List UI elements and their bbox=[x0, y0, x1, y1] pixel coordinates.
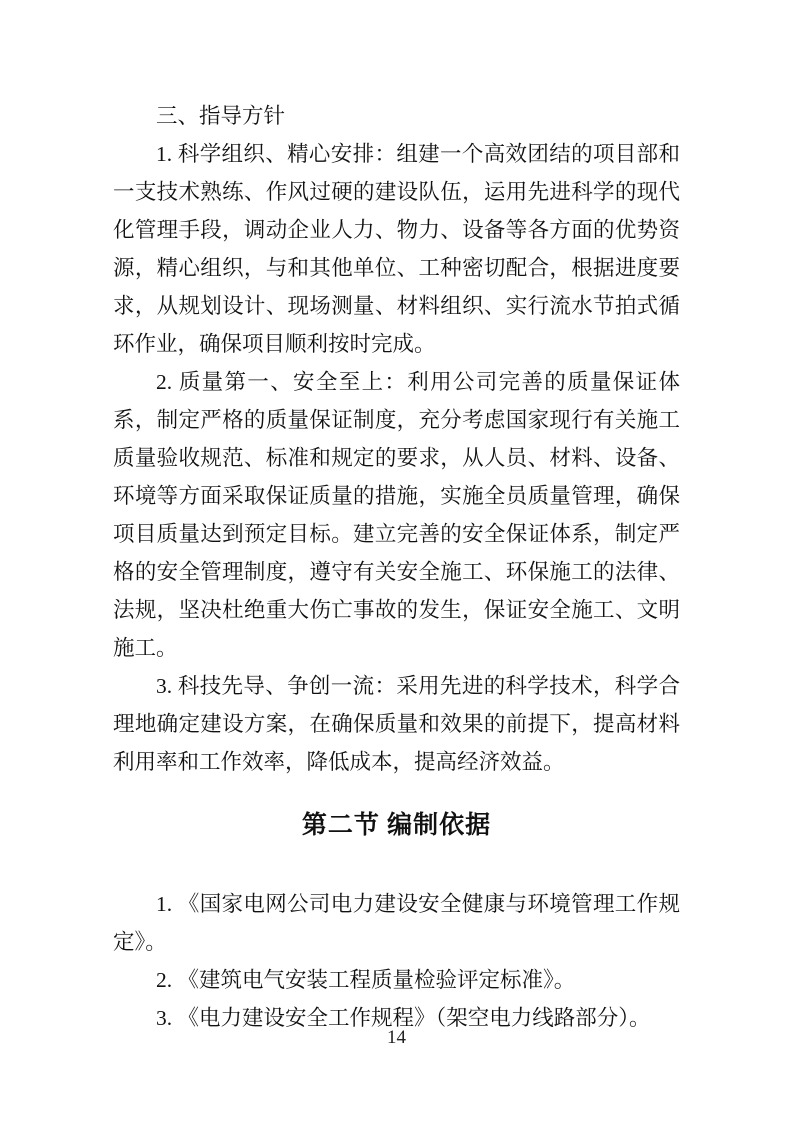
page-content bbox=[113, 97, 680, 1037]
page-number: 14 bbox=[387, 1027, 406, 1048]
guideline-paragraph-1: 1. 科学组织、精心安排：组建一个高效团结的项目部和一支技术熟练、作风过硬的建设队伍，运用先进科学的现代化管理手段，调动企业人力、物力、设备等各方面的优势资源，精心组织，与和其他单位、工种密切配合，根据进度要求，从规划设计、现场测量、材料组织、实行流水节拍式循环作业，确保项目顺利按时完成。 bbox=[113, 142, 680, 356]
basis-item-3: 3. 《电力建设安全工作规程》（架空电力线路部分）。 bbox=[156, 1006, 651, 1030]
section-heading: 第二节 编制依据 bbox=[301, 812, 492, 839]
guideline-paragraph-2: 2. 质量第一、安全至上：利用公司完善的质量保证体系，制定严格的质量保证制度，充分考虑国家现行有关施工质量验收规范、标准和规定的要求，从人员、材料、设备、环境等方面采取保证质量的措施，实施全员质量管理，确保项目质量达到预定目标。建立完善的安全保证体系，制定严格的安全管理制度，遵守有关安全施工、环保施工的法律、法规，坚决杜绝重大伤亡事故的发生，保证安全施工、文明施工。 bbox=[113, 370, 680, 660]
basis-item-1: 1. 《国家电网公司电力建设安全健康与环境管理工作规定》。 bbox=[113, 892, 680, 954]
subsection-title: 三、指导方针 bbox=[156, 104, 286, 128]
basis-item-2: 2. 《建筑电气安装工程质量检验评定标准》。 bbox=[156, 968, 576, 992]
guideline-paragraph-3: 3. 科技先导、争创一流：采用先进的科学技术，科学合理地确定建设方案，在确保质量和效果的前提下，提高材料利用率和工作效率，降低成本，提高经济效益。 bbox=[113, 674, 680, 774]
